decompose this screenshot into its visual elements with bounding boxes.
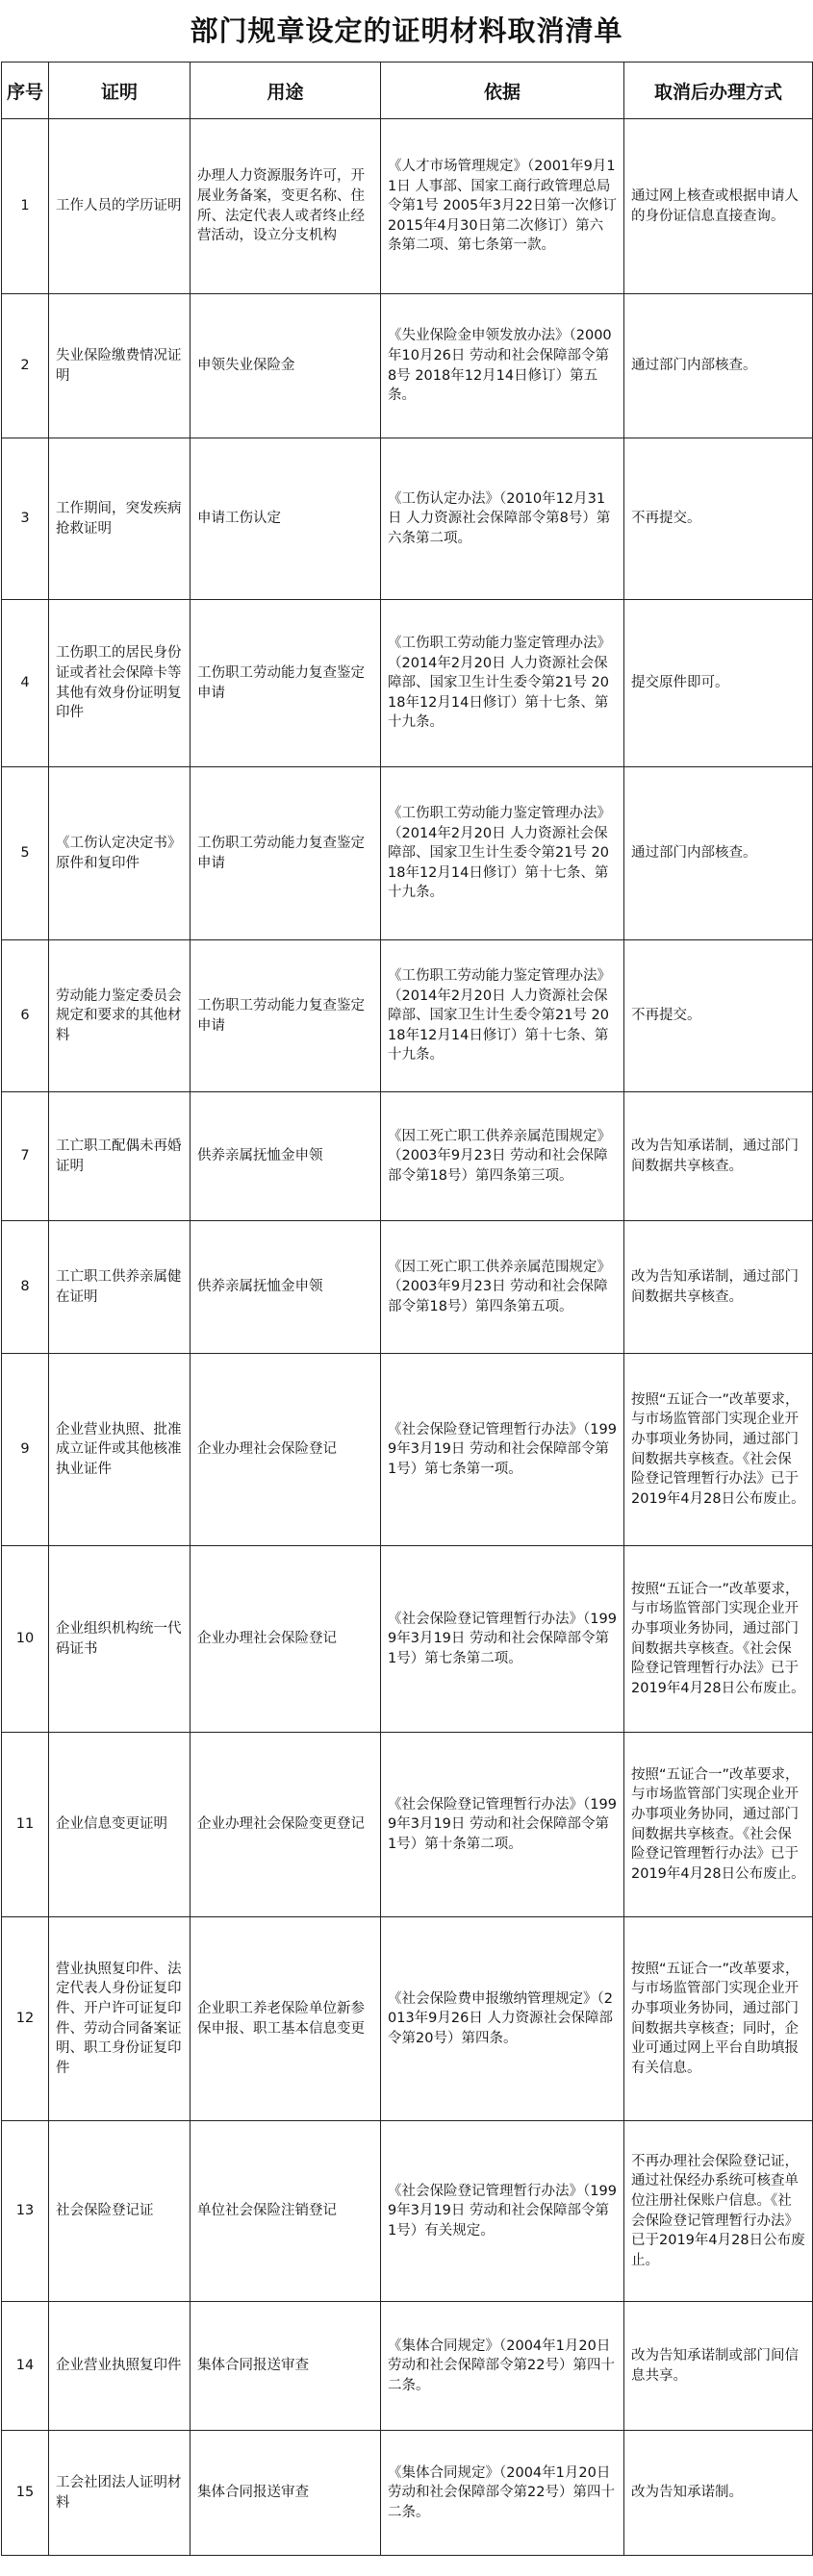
cell-after: 按照“五证合一”改革要求，与市场监管部门实现企业开办事项业务协同，通过部门间数据共享核查。《社会保险登记管理暂行办法》已于2019年4月28日公布废止。 — [624, 1733, 813, 1917]
cell-proof: 工伤职工的居民身份证或者社会保障卡等其他有效身份证明复印件 — [49, 600, 191, 767]
cell-use: 集体合同报送审查 — [191, 2431, 381, 2556]
cell-proof: 工作人员的学历证明 — [49, 119, 191, 294]
cell-proof: 劳动能力鉴定委员会规定和要求的其他材料 — [49, 940, 191, 1092]
cell-basis: 《集体合同规定》（2004年1月20日 劳动和社会保障部令第22号）第四十二条。 — [381, 2431, 624, 2556]
cell-no: 7 — [2, 1092, 49, 1221]
cell-basis: 《社会保险费申报缴纳管理规定》（2013年9月26日 人力资源社会保障部令第20号）第四条。 — [381, 1917, 624, 2121]
cell-use: 申领失业保险金 — [191, 294, 381, 438]
cell-basis: 《人才市场管理规定》（2001年9月11日 人事部、国家工商行政管理总局令第1号 2005年3月22日第一次修订 2015年4月30日第二次修订）第六条第二项、第七条第一款。 — [381, 119, 624, 294]
cell-use: 供养亲属抚恤金申领 — [191, 1092, 381, 1221]
cell-no: 3 — [2, 438, 49, 600]
table-row — [2, 1354, 813, 1546]
cell-use: 单位社会保险注销登记 — [191, 2121, 381, 2302]
cell-after: 通过部门内部核查。 — [624, 294, 813, 438]
cell-proof: 企业信息变更证明 — [49, 1733, 191, 1917]
table-row — [2, 2431, 813, 2556]
cell-proof: 企业营业执照、批准成立证件或其他核准执业证件 — [49, 1354, 191, 1546]
cell-after: 按照“五证合一”改革要求，与市场监管部门实现企业开办事项业务协同，通过部门间数据共享核查；同时，企业可通过网上平台自助填报有关信息。 — [624, 1917, 813, 2121]
cell-proof: 企业营业执照复印件 — [49, 2302, 191, 2431]
cell-use: 工伤职工劳动能力复查鉴定申请 — [191, 767, 381, 940]
cell-proof: 《工伤认定决定书》原件和复印件 — [49, 767, 191, 940]
cell-after: 改为告知承诺制，通过部门间数据共享核查。 — [624, 1092, 813, 1221]
cell-use: 工伤职工劳动能力复查鉴定申请 — [191, 600, 381, 767]
cell-after: 通过部门内部核查。 — [624, 767, 813, 940]
table-row — [2, 119, 813, 294]
header-basis: 依据 — [381, 63, 624, 119]
cell-after: 通过网上核查或根据申请人的身份证信息直接查询。 — [624, 119, 813, 294]
cell-no: 15 — [2, 2431, 49, 2556]
cell-use: 企业办理社会保险变更登记 — [191, 1733, 381, 1917]
proof-cancellation-table — [1, 62, 813, 2556]
cell-no: 4 — [2, 600, 49, 767]
cell-use: 企业职工养老保险单位新参保申报、职工基本信息变更 — [191, 1917, 381, 2121]
cell-use: 企业办理社会保险登记 — [191, 1354, 381, 1546]
cell-basis: 《社会保险登记管理暂行办法》（1999年3月19日 劳动和社会保障部令第1号）第十条第二项。 — [381, 1733, 624, 1917]
cell-basis: 《集体合同规定》（2004年1月20日 劳动和社会保障部令第22号）第四十二条。 — [381, 2302, 624, 2431]
table-header-row — [2, 63, 813, 119]
table-row — [2, 1733, 813, 1917]
cell-proof: 工亡职工配偶未再婚证明 — [49, 1092, 191, 1221]
cell-proof: 企业组织机构统一代码证书 — [49, 1546, 191, 1733]
cell-no: 2 — [2, 294, 49, 438]
table-row — [2, 1546, 813, 1733]
header-proof: 证明 — [49, 63, 191, 119]
cell-basis: 《社会保险登记管理暂行办法》（1999年3月19日 劳动和社会保障部令第1号）第七条第二项。 — [381, 1546, 624, 1733]
table-row — [2, 2121, 813, 2302]
cell-basis: 《因工死亡职工供养亲属范围规定》（2003年9月23日 劳动和社会保障部令第18号）第四条第三项。 — [381, 1092, 624, 1221]
cell-after: 改为告知承诺制。 — [624, 2431, 813, 2556]
cell-basis: 《因工死亡职工供养亲属范围规定》（2003年9月23日 劳动和社会保障部令第18号）第四条第五项。 — [381, 1221, 624, 1354]
cell-use: 申请工伤认定 — [191, 438, 381, 600]
cell-use: 办理人力资源服务许可，开展业务备案，变更名称、住所、法定代表人或者终止经营活动，设立分支机构 — [191, 119, 381, 294]
cell-after: 改为告知承诺制或部门间信息共享。 — [624, 2302, 813, 2431]
cell-basis: 《工伤职工劳动能力鉴定管理办法》（2014年2月20日 人力资源社会保障部、国家卫生计生委令第21号 2018年12月14日修订）第十七条、第十九条。 — [381, 940, 624, 1092]
header-after: 取消后办理方式 — [624, 63, 813, 119]
table-row — [2, 767, 813, 940]
cell-no: 5 — [2, 767, 49, 940]
cell-basis: 《工伤认定办法》（2010年12月31日 人力资源社会保障部令第8号）第六条第二项。 — [381, 438, 624, 600]
cell-no: 14 — [2, 2302, 49, 2431]
header-use: 用途 — [191, 63, 381, 119]
table-row — [2, 1221, 813, 1354]
cell-use: 企业办理社会保险登记 — [191, 1546, 381, 1733]
cell-no: 1 — [2, 119, 49, 294]
table-row — [2, 600, 813, 767]
table-row — [2, 1917, 813, 2121]
cell-use: 工伤职工劳动能力复查鉴定申请 — [191, 940, 381, 1092]
cell-no: 8 — [2, 1221, 49, 1354]
cell-no: 13 — [2, 2121, 49, 2302]
cell-basis: 《社会保险登记管理暂行办法》（1999年3月19日 劳动和社会保障部令第1号）有关规定。 — [381, 2121, 624, 2302]
cell-after: 按照“五证合一”改革要求，与市场监管部门实现企业开办事项业务协同，通过部门间数据共享核查。《社会保险登记管理暂行办法》已于2019年4月28日公布废止。 — [624, 1354, 813, 1546]
cell-proof: 工作期间，突发疾病抢救证明 — [49, 438, 191, 600]
header-no: 序号 — [2, 63, 49, 119]
cell-no: 11 — [2, 1733, 49, 1917]
cell-after: 不再办理社会保险登记证，通过社保经办系统可核查单位注册社保账户信息。《社会保险登记管理暂行办法》已于2019年4月28日公布废止。 — [624, 2121, 813, 2302]
table-row — [2, 438, 813, 600]
cell-after: 不再提交。 — [624, 438, 813, 600]
cell-use: 集体合同报送审查 — [191, 2302, 381, 2431]
cell-basis: 《失业保险金申领发放办法》（2000年10月26日 劳动和社会保障部令第8号 2018年12月14日修订）第五条。 — [381, 294, 624, 438]
cell-no: 12 — [2, 1917, 49, 2121]
cell-basis: 《工伤职工劳动能力鉴定管理办法》（2014年2月20日 人力资源社会保障部、国家卫生计生委令第21号 2018年12月14日修订）第十七条、第十九条。 — [381, 600, 624, 767]
cell-after: 提交原件即可。 — [624, 600, 813, 767]
table-row — [2, 1092, 813, 1221]
cell-after: 按照“五证合一”改革要求，与市场监管部门实现企业开办事项业务协同，通过部门间数据共享核查。《社会保险登记管理暂行办法》已于2019年4月28日公布废止。 — [624, 1546, 813, 1733]
cell-proof: 工亡职工供养亲属健在证明 — [49, 1221, 191, 1354]
cell-no: 10 — [2, 1546, 49, 1733]
cell-basis: 《社会保险登记管理暂行办法》（1999年3月19日 劳动和社会保障部令第1号）第七条第一项。 — [381, 1354, 624, 1546]
cell-proof: 失业保险缴费情况证明 — [49, 294, 191, 438]
cell-proof: 社会保险登记证 — [49, 2121, 191, 2302]
cell-basis: 《工伤职工劳动能力鉴定管理办法》（2014年2月20日 人力资源社会保障部、国家卫生计生委令第21号 2018年12月14日修订）第十七条、第十九条。 — [381, 767, 624, 940]
cell-proof: 工会社团法人证明材料 — [49, 2431, 191, 2556]
page-title: 部门规章设定的证明材料取消清单 — [190, 14, 623, 47]
cell-after: 改为告知承诺制，通过部门间数据共享核查。 — [624, 1221, 813, 1354]
cell-no: 6 — [2, 940, 49, 1092]
table-row — [2, 940, 813, 1092]
cell-use: 供养亲属抚恤金申领 — [191, 1221, 381, 1354]
table-row — [2, 2302, 813, 2431]
cell-no: 9 — [2, 1354, 49, 1546]
cell-after: 不再提交。 — [624, 940, 813, 1092]
table-row — [2, 294, 813, 438]
cell-proof: 营业执照复印件、法定代表人身份证复印件、开户许可证复印件、劳动合同备案证明、职工身份证复印件 — [49, 1917, 191, 2121]
